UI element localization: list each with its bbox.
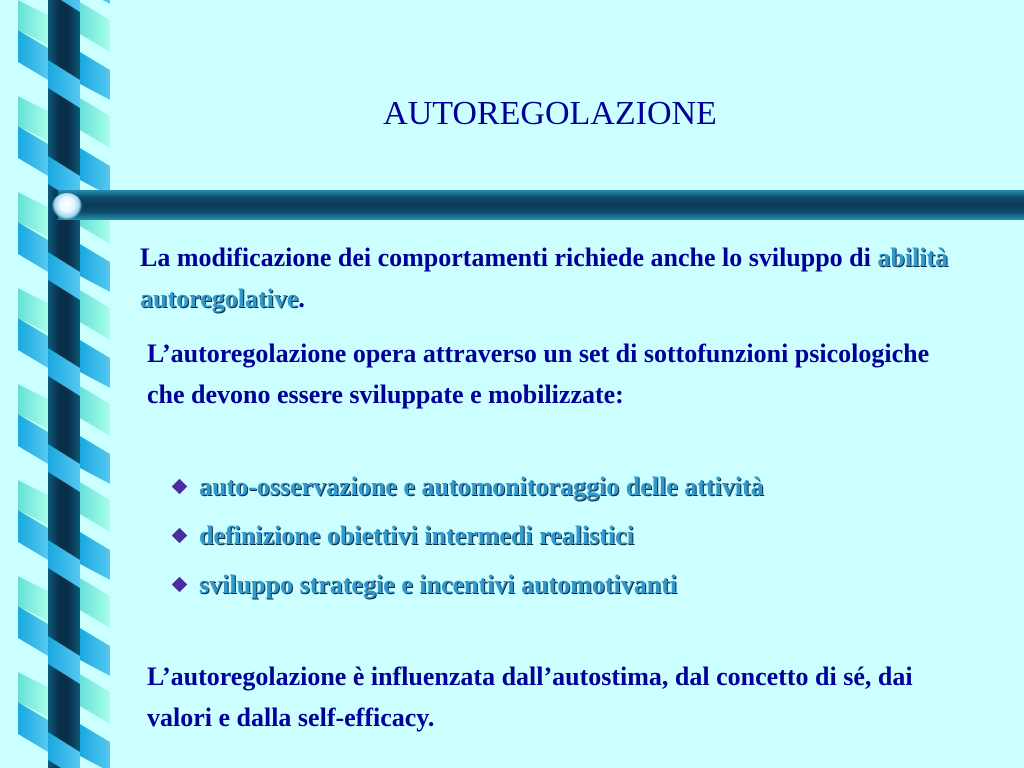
intro-highlight: abilità autoregolative xyxy=(140,243,949,313)
bullet-text: sviluppo strategie e incentivi automotivanti xyxy=(199,569,678,599)
decorative-ribbon xyxy=(0,0,115,768)
bullet-list xyxy=(170,462,764,609)
bar-knob-highlight xyxy=(52,193,82,219)
diamond-bullet-icon xyxy=(172,528,188,544)
subfunctions-paragraph: L’autoregolazione opera attraverso un set di sottofunzioni psicologiche che devono essere sviluppate e mobilizzate: xyxy=(147,339,930,409)
conclusion-paragraph: L’autoregolazione è influenzata dall’autostima, dal concetto di sé, dai valori e dalla self-efficacy. xyxy=(147,662,913,732)
bullet-item xyxy=(170,511,764,560)
slide-title: AUTOREGOLAZIONE xyxy=(383,95,717,132)
bullet-text: auto-osservazione e automonitoraggio delle attività xyxy=(199,471,764,501)
intro-text-end: . xyxy=(298,284,305,313)
intro-paragraph xyxy=(140,237,960,319)
intro-text: La modificazione dei comportamenti richiede anche lo sviluppo di xyxy=(140,243,878,272)
bullet-item xyxy=(170,462,764,511)
diamond-bullet-icon xyxy=(172,577,188,593)
diamond-bullet-icon xyxy=(172,479,188,495)
bullet-item xyxy=(170,560,764,609)
horizontal-divider-bar xyxy=(58,190,1024,220)
bullet-text: definizione obiettivi intermedi realistici xyxy=(199,520,634,550)
